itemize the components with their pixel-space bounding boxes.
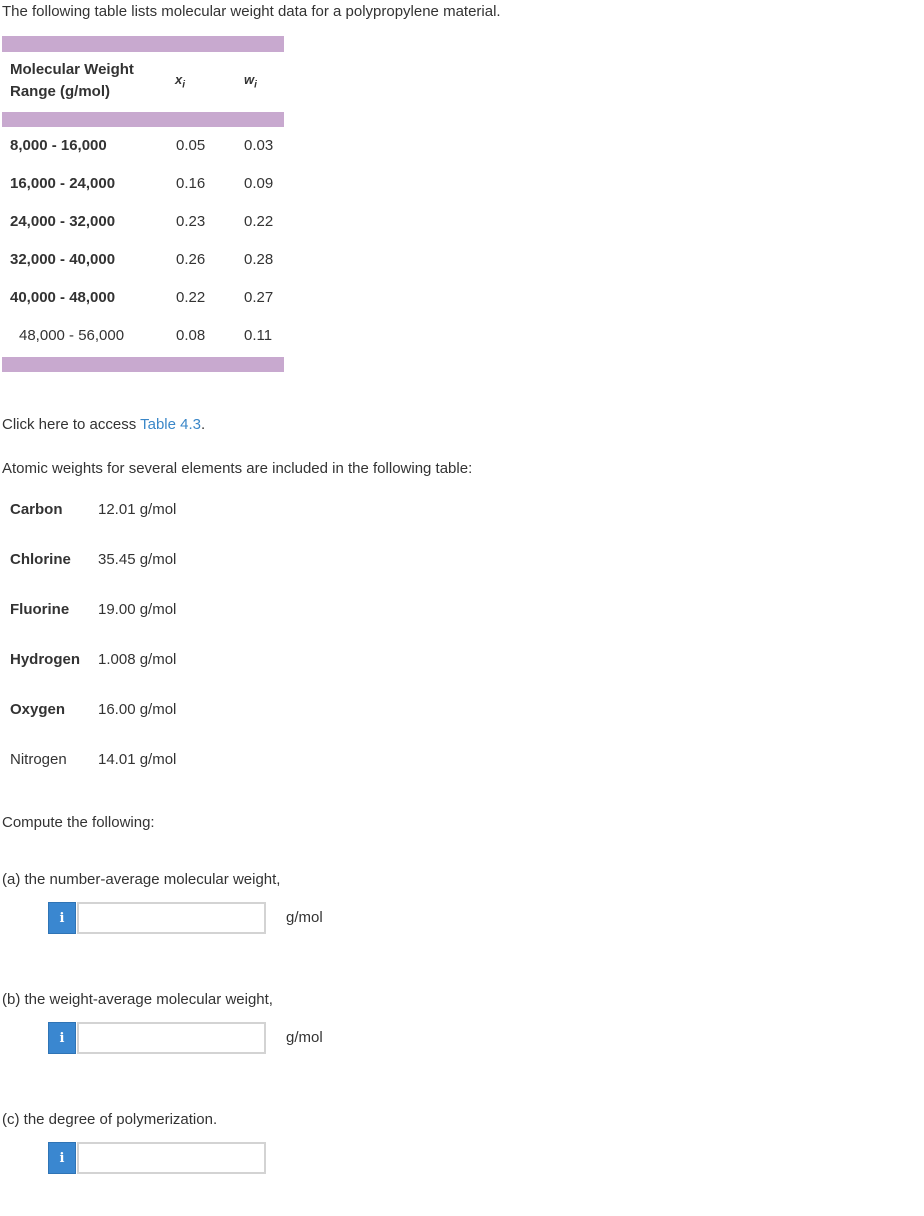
atomic-weights-intro: Atomic weights for several elements are included in the following table: xyxy=(2,460,473,477)
question-b-label: (b) the weight-average molecular weight, xyxy=(2,991,273,1008)
question-c-label: (c) the degree of polymerization. xyxy=(2,1111,218,1128)
unit-label: g/mol xyxy=(286,1029,323,1046)
header-range xyxy=(10,59,160,103)
table-link-prefix: Click here to access xyxy=(2,416,141,433)
header-wi-text-subscript: i xyxy=(254,79,257,91)
element-weight: 35.45 g/mol xyxy=(98,551,177,568)
row-xi: 0.23 xyxy=(176,213,206,230)
row-range: 40,000 - 48,000 xyxy=(10,289,116,306)
intro-text: The following table lists molecular weight data for a polypropylene material. xyxy=(2,3,501,20)
degree-of-polymerization-input[interactable] xyxy=(77,1142,266,1174)
table-header-band xyxy=(2,112,284,127)
table-4-3-link[interactable]: Table 4.3 xyxy=(140,416,202,433)
table-link-line xyxy=(2,416,205,433)
element-name: Carbon xyxy=(10,501,63,518)
row-wi: 0.22 xyxy=(244,213,274,230)
element-name: Nitrogen xyxy=(10,751,67,768)
element-weight: 1.008 g/mol xyxy=(98,651,177,668)
row-range: 32,000 - 40,000 xyxy=(10,251,116,268)
row-wi: 0.28 xyxy=(244,251,274,268)
row-xi: 0.16 xyxy=(176,175,206,192)
row-wi: 0.09 xyxy=(244,175,274,192)
weight-average-mw-input[interactable] xyxy=(77,1022,266,1054)
header-xi xyxy=(175,72,185,91)
info-icon[interactable]: i xyxy=(48,1022,76,1054)
row-range: 16,000 - 24,000 xyxy=(10,175,116,192)
table-bottom-band xyxy=(2,357,284,372)
row-xi: 0.08 xyxy=(176,327,206,344)
table-top-band xyxy=(2,36,284,52)
table-link-suffix: . xyxy=(201,416,206,433)
info-icon[interactable]: i xyxy=(48,902,76,934)
row-range: 24,000 - 32,000 xyxy=(10,213,116,230)
info-icon[interactable]: i xyxy=(48,1142,76,1174)
row-xi: 0.22 xyxy=(176,289,206,306)
element-weight: 19.00 g/mol xyxy=(98,601,177,618)
element-weight: 14.01 g/mol xyxy=(98,751,177,768)
question-a-label: (a) the number-average molecular weight, xyxy=(2,871,281,888)
unit-label: g/mol xyxy=(286,909,323,926)
row-wi: 0.11 xyxy=(244,327,273,344)
compute-instruction: Compute the following: xyxy=(2,814,155,831)
header-xi-text-subscript: i xyxy=(182,79,186,91)
header-range-line2: Range (g/mol) xyxy=(10,83,110,100)
header-range-line1: Molecular Weight xyxy=(10,61,134,78)
header-xi-text: $x_i$ xyxy=(175,72,186,91)
element-name: Chlorine xyxy=(10,551,71,568)
row-wi: 0.03 xyxy=(244,137,274,154)
element-weight: 12.01 g/mol xyxy=(98,501,177,518)
element-name: Fluorine xyxy=(10,601,70,618)
element-name: Hydrogen xyxy=(10,651,81,668)
row-range: 48,000 - 56,000 xyxy=(19,327,125,344)
row-wi: 0.27 xyxy=(244,289,274,306)
element-weight: 16.00 g/mol xyxy=(98,701,177,718)
row-range: 8,000 - 16,000 xyxy=(10,137,107,154)
header-wi-text: $w_i$ xyxy=(244,72,257,91)
number-average-mw-input[interactable] xyxy=(77,902,266,934)
row-xi: 0.05 xyxy=(176,137,206,154)
element-name: Oxygen xyxy=(10,701,66,718)
row-xi: 0.26 xyxy=(176,251,206,268)
header-wi xyxy=(244,72,257,91)
